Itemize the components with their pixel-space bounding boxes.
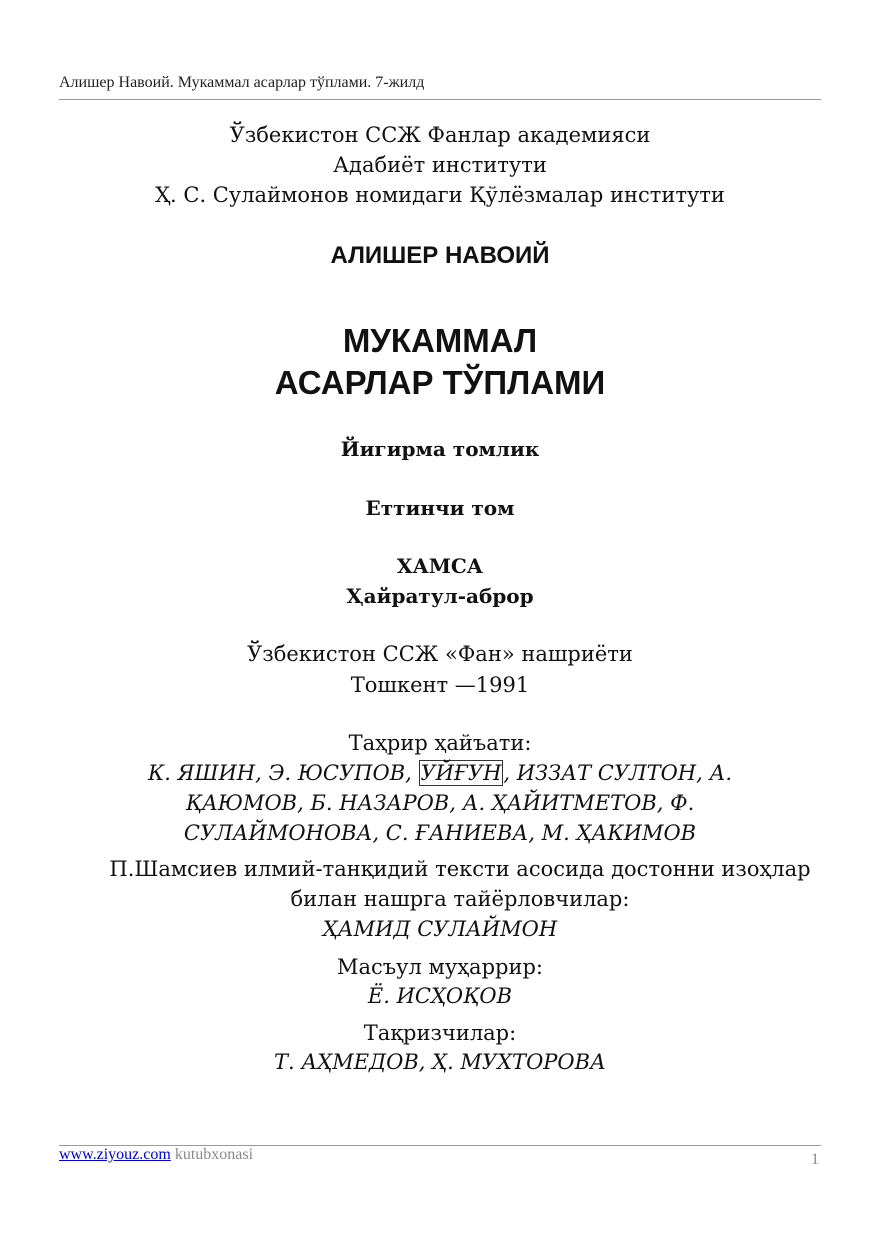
- editorial-board-label: Таҳрир ҳайъати:: [348, 731, 532, 755]
- header-divider: [59, 99, 821, 100]
- series-label: Йигирма томлик: [340, 437, 540, 461]
- running-header: Алишер Навоий. Мукаммал асарлар тўплами. 7-жилд: [59, 74, 425, 91]
- footer-link[interactable]: www.ziyouz.com: [59, 1146, 171, 1163]
- reviewers-names: Т. АҲМЕДОВ, Ҳ. МУХТОРОВА: [274, 1050, 606, 1074]
- board-names-rest: , ИЗЗАТ СУЛТОН, А. ҚАЮМОВ, Б. НАЗАРОВ, А. ҲАЙИТМЕТОВ, Ф. СУЛАЙМОНОВА, С. ҒАНИЕВА, М. ҲАКИМОВ: [183, 761, 733, 845]
- preparers-label: П.Шамсиев илмий-танқидий тексти асосида достонни изоҳлар билан нашрга тайёрловчилар:: [109, 857, 811, 911]
- work-title: [59, 551, 821, 611]
- board-name-highlighted: УЙҒУН: [420, 761, 502, 785]
- responsible-editor-label: Масъул муҳаррир:: [337, 955, 543, 979]
- board-names-start: К. ЯШИН, Э. ЮСУПОВ,: [147, 761, 419, 785]
- responsible-editor-name: Ё. ИСҲОҚОВ: [367, 984, 513, 1008]
- institution-literature: Адабиёт институти: [333, 153, 547, 177]
- preparers-name: ҲАМИД СУЛАЙМОН: [322, 917, 558, 941]
- work-name: Ҳайратул-аброр: [346, 584, 534, 608]
- reviewers-label: Тақризчилар:: [363, 1021, 517, 1045]
- book-title-line2: АСАРЛАР ТЎПЛАМИ: [274, 364, 606, 401]
- volume-label: Еттинчи том: [365, 496, 515, 520]
- footer-source: [59, 1146, 253, 1164]
- publisher-block: [59, 639, 821, 701]
- institution-academy: Ўзбекистон ССЖ Фанлар академияси: [229, 123, 651, 147]
- institution-manuscripts: Ҳ. С. Сулаймонов номидаги Қўлёзмалар институти: [155, 183, 725, 207]
- editorial-board-names: [90, 758, 790, 848]
- page-number: 1: [811, 1151, 819, 1168]
- publisher-place-year: Тошкент —1991: [350, 673, 530, 697]
- publisher-name: Ўзбекистон ССЖ «Фан» нашриёти: [247, 642, 633, 666]
- work-cycle: ХАМСА: [396, 554, 484, 578]
- institutions-block: [59, 120, 821, 210]
- book-title: [59, 320, 821, 404]
- footer-tail: kutubxonasi: [170, 1146, 254, 1163]
- book-title-line1: МУКАММАЛ: [342, 322, 538, 359]
- author-name: АЛИШЕР НАВОИЙ: [330, 242, 550, 269]
